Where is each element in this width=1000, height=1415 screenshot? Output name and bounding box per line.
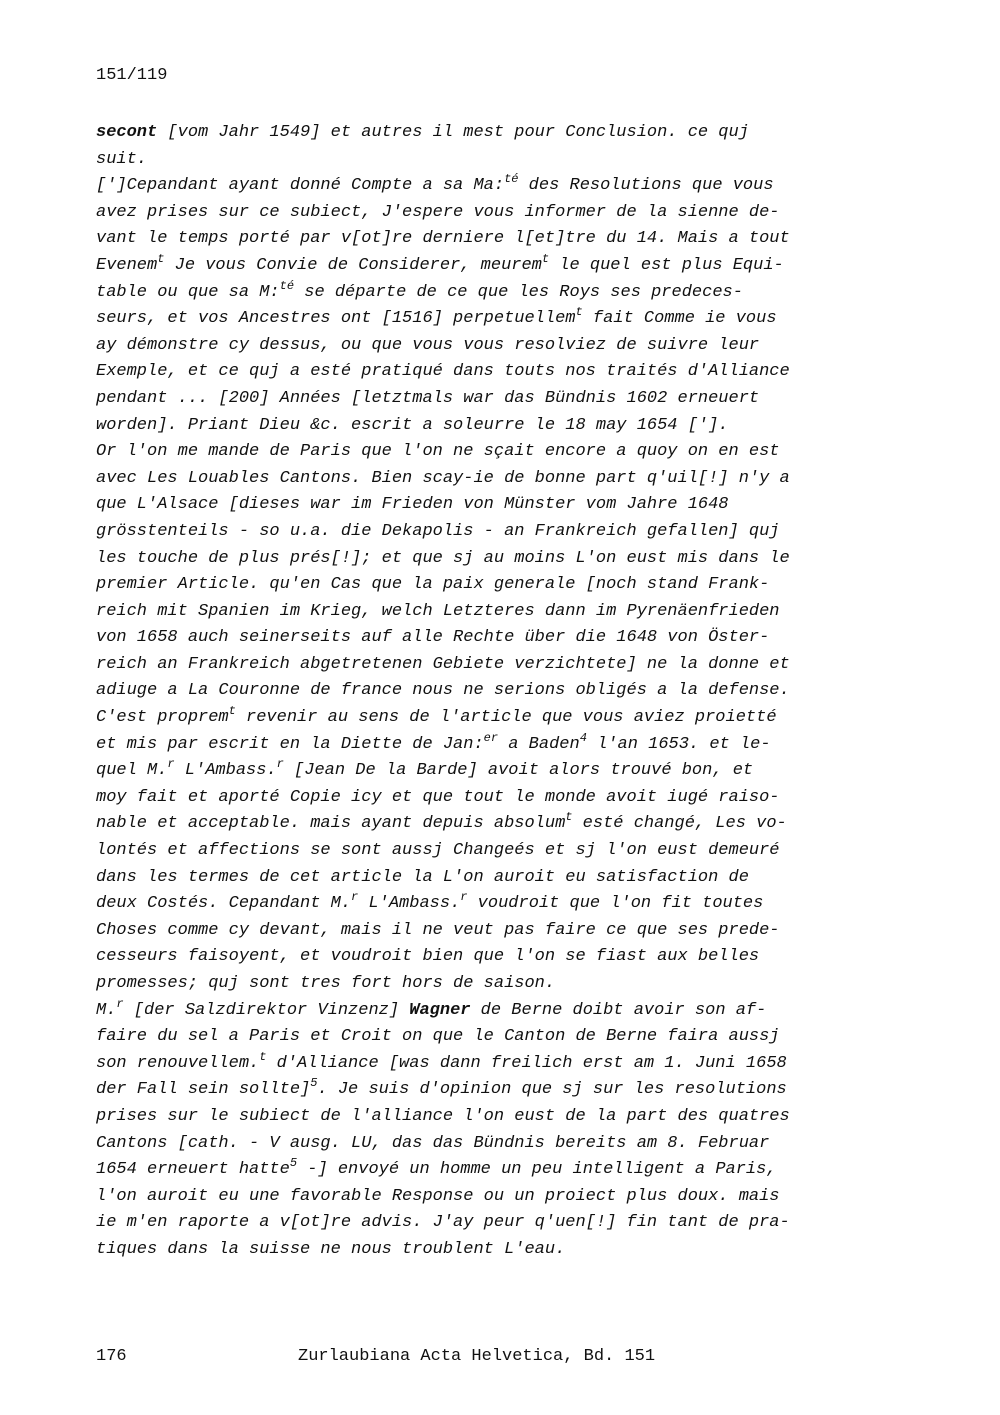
text-line: reich mit Spanien im Krieg, welch Letzteres dann im Pyrenäenfrieden xyxy=(96,601,780,621)
text-line xyxy=(96,306,886,333)
text-run: [vom Jahr 1549] et autres il mest pour Conclusion. ce quj xyxy=(157,123,749,142)
text-run: se départe de ce que les Roys ses predeces- xyxy=(294,282,743,302)
superscript: r xyxy=(167,757,175,772)
text-line: Cantons [cath. - V ausg. LU, das das Bündnis bereits am 8. Februar xyxy=(96,1133,770,1153)
text-run: L'Ambass. xyxy=(174,761,277,781)
text-line: faire du sel a Paris et Croit on que le Canton de Berne faira aussj xyxy=(96,1027,780,1047)
superscript: t xyxy=(541,251,550,266)
text-run: quel M. xyxy=(96,761,168,781)
text-run: fait Comme ie vous xyxy=(582,309,777,329)
footnote-marker: 4 xyxy=(579,730,587,745)
text-line: von 1658 auch seinerseits auf alle Rechte über die 1648 von Öster- xyxy=(96,628,770,648)
text-run: M. xyxy=(96,1000,117,1020)
bold-term: secont xyxy=(96,123,158,142)
text-run: a Baden xyxy=(498,734,580,754)
bold-term: Wagner xyxy=(409,1000,471,1020)
text-line: adiuge a La Couronne de france nous ne serions obligés a la defense. xyxy=(96,681,790,701)
footer-page-number: 176 xyxy=(96,1347,127,1366)
text-line xyxy=(96,120,886,147)
text-run: L'Ambass. xyxy=(358,894,461,914)
text-run: [Jean De la Barde] avoit alors trouvé bon, et xyxy=(283,761,754,781)
text-run: l'an 1653. et le- xyxy=(586,734,771,754)
text-line: les touche de plus prés[!]; et que sj au moins L'on eust mis dans le xyxy=(96,548,790,568)
superscript: er xyxy=(483,730,499,745)
text-line: reich an Frankreich abgetretenen Gebiete verzichtete] ne la donne et xyxy=(96,654,790,674)
text-line: Choses comme cy devant, mais il ne veut pas faire ce que ses prede- xyxy=(96,920,780,940)
superscript: t xyxy=(565,810,573,825)
text-line: promesses; quj sont tres fort hors de saison. xyxy=(96,974,556,993)
text-line xyxy=(96,732,886,759)
text-line xyxy=(96,1077,886,1104)
text-run: nable et acceptable. mais ayant depuis absolum xyxy=(96,814,566,834)
superscript: t xyxy=(575,305,583,320)
text-run: table ou que sa M: xyxy=(96,282,280,302)
text-run: esté changé, Les vo- xyxy=(572,814,787,834)
text-line: pendant ... [200] Années [letztmals war das Bündnis 1602 erneuert xyxy=(96,388,760,408)
text-line: dans les termes de cet article la L'on auroit eu satisfaction de xyxy=(96,867,749,887)
text-line: suit. xyxy=(96,149,148,169)
superscript: té xyxy=(279,278,295,293)
text-run: des Resolutions que vous xyxy=(518,176,774,196)
text-line xyxy=(96,1051,886,1078)
text-line: grösstenteils - so u.a. die Dekapolis - an Frankreich gefallen] quj xyxy=(96,521,780,541)
superscript: t xyxy=(259,1049,267,1064)
text-line xyxy=(96,280,886,307)
text-line: premier Article. qu'en Cas que la paix generale [noch stand Frank- xyxy=(96,575,770,595)
text-line xyxy=(96,758,886,785)
text-line: worden]. Priant Dieu &c. escrit a soleurre le 18 may 1654 [']. xyxy=(96,415,729,435)
text-line: moy fait et aporté Copie icy et que tout le monde avoit iugé raiso- xyxy=(96,787,780,807)
footnote-marker: 5 xyxy=(289,1156,298,1171)
document-body xyxy=(96,120,886,1264)
text-run: revenir au sens de l'article que vous aviez proietté xyxy=(235,708,777,728)
text-run: 1654 erneuert hatte xyxy=(96,1160,290,1180)
text-line: tiques dans la suisse ne nous troublent L'eau. xyxy=(96,1239,566,1259)
text-run: d'Alliance [was dann freilich erst am 1. Juni 1658 xyxy=(266,1053,787,1073)
text-line xyxy=(96,811,886,838)
text-line: ay démonstre cy dessus, ou que vous vous resolviez de suivre leur xyxy=(96,335,760,355)
text-run: C'est proprem xyxy=(96,708,229,728)
text-line xyxy=(96,998,886,1025)
text-run: de Berne doibt avoir son af- xyxy=(470,1000,767,1020)
footnote-marker: 5 xyxy=(310,1076,318,1091)
text-line: cesseurs faisoyent, et voudroit bien que l'on se fiast aux belles xyxy=(96,947,760,967)
text-run: son renouvellem. xyxy=(96,1053,260,1073)
text-run: le quel est plus Equi- xyxy=(549,255,784,275)
text-run: Je vous Convie de Considerer, meurem xyxy=(164,255,542,275)
superscript: r xyxy=(276,757,284,772)
text-run: et mis par escrit en la Diette de Jan: xyxy=(96,734,484,754)
text-run: seurs, et vos Ancestres ont [1516] perpetuellem xyxy=(96,309,576,329)
text-line: que L'Alsace [dieses war im Frieden von Münster vom Jahre 1648 xyxy=(96,495,729,515)
text-run: . Je suis d'opinion que sj sur les resolutions xyxy=(317,1080,787,1100)
text-line xyxy=(96,705,886,732)
text-line: prises sur le subiect de l'alliance l'on eust de la part des quatres xyxy=(96,1106,790,1126)
text-run: der Fall sein sollte] xyxy=(96,1080,311,1100)
text-line: vant le temps porté par v[ot]re derniere l[et]tre du 14. Mais a tout xyxy=(96,229,790,249)
text-line: l'on auroit eu une favorable Response ou un proiect plus doux. mais xyxy=(96,1186,780,1206)
text-line: Exemple, et ce quj a esté pratiqué dans touts nos traités d'Alliance xyxy=(96,362,790,382)
text-line xyxy=(96,253,886,280)
text-line: avez prises sur ce subiect, J'espere vous informer de la sienne de- xyxy=(96,202,780,222)
superscript: té xyxy=(504,172,519,187)
superscript: r xyxy=(351,890,359,905)
superscript: t xyxy=(157,251,165,266)
text-run: voudroit que l'on fit toutes xyxy=(467,894,764,914)
page-header-number: 151/119 xyxy=(96,66,168,85)
text-line xyxy=(96,1157,886,1184)
text-line: avec Les Louables Cantons. Bien scay-ie de bonne part q'uil[!] n'y a xyxy=(96,468,790,488)
text-run: -] envoyé un homme un peu intelligent a Paris, xyxy=(297,1160,777,1180)
text-line: lontés et affections se sont aussj Changeés et sj l'on eust demeuré xyxy=(96,841,780,861)
superscript: t xyxy=(228,704,236,719)
superscript: r xyxy=(460,890,468,905)
text-run: Evenem xyxy=(96,255,158,275)
text-run: deux Costés. Cepandant M. xyxy=(96,894,352,914)
text-line: Or l'on me mande de Paris que l'on ne sçait encore a quoy on en est xyxy=(96,442,780,462)
footer-publication-title: Zurlaubiana Acta Helvetica, Bd. 151 xyxy=(298,1347,656,1366)
text-line xyxy=(96,173,886,200)
text-run: [der Salzdirektor Vinzenz] xyxy=(123,1000,410,1020)
text-line xyxy=(96,891,886,918)
superscript: r xyxy=(116,996,124,1011)
text-line: ie m'en raporte a v[ot]re advis. J'ay peur q'uen[!] fin tant de pra- xyxy=(96,1213,790,1233)
text-run: [']Cepandant ayant donné Compte a sa Ma: xyxy=(96,176,505,196)
